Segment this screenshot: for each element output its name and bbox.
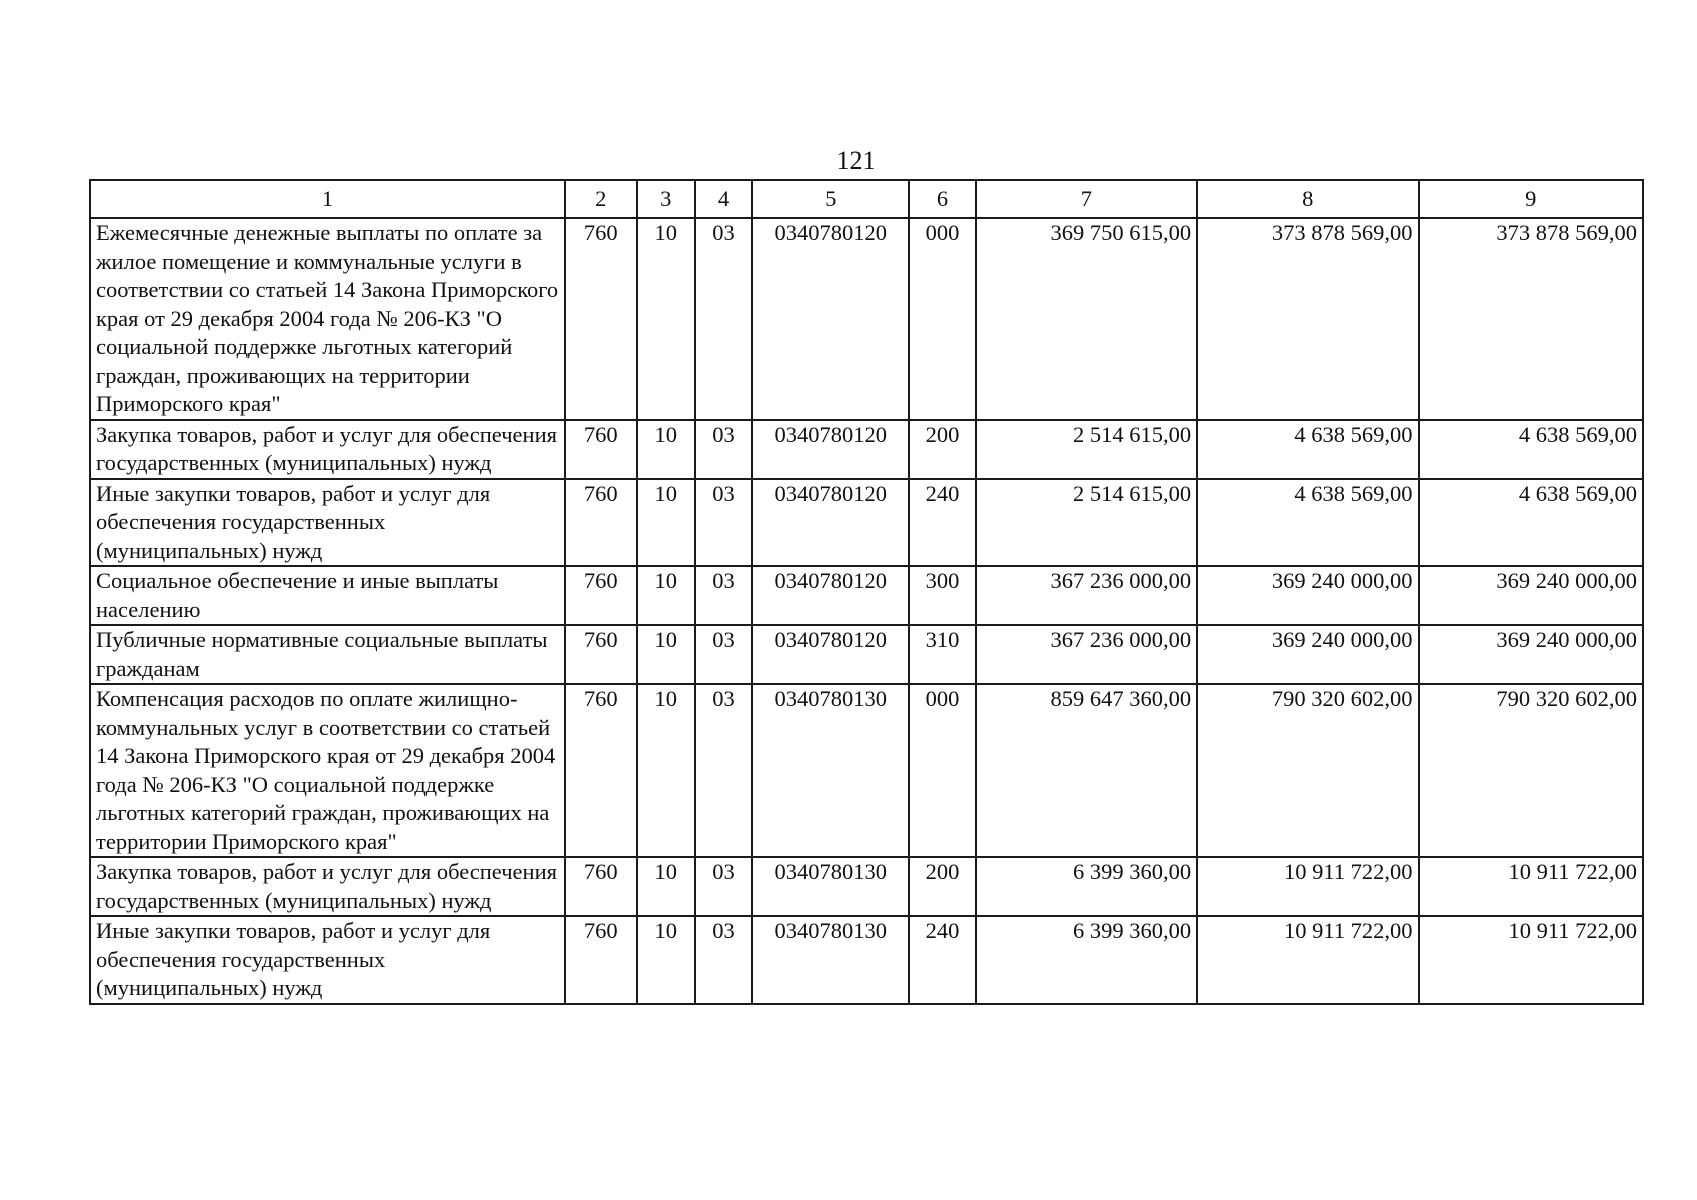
budget-table bbox=[89, 179, 1644, 1005]
section-code: 10 bbox=[637, 420, 695, 479]
section-code: 10 bbox=[637, 218, 695, 420]
section-code: 10 bbox=[637, 479, 695, 567]
target-article-code: 0340780130 bbox=[752, 684, 909, 857]
amount-col7: 859 647 360,00 bbox=[976, 684, 1197, 857]
header-cell: 8 bbox=[1197, 180, 1418, 218]
ministry-code: 760 bbox=[565, 479, 636, 567]
table-row bbox=[90, 916, 1643, 1004]
expense-type-code: 000 bbox=[909, 684, 975, 857]
table-row bbox=[90, 857, 1643, 916]
ministry-code: 760 bbox=[565, 566, 636, 625]
table-row bbox=[90, 625, 1643, 684]
ministry-code: 760 bbox=[565, 218, 636, 420]
section-code: 10 bbox=[637, 684, 695, 857]
expense-name: Закупка товаров, работ и услуг для обеспечения государственных (муниципальных) нужд bbox=[90, 857, 565, 916]
target-article-code: 0340780120 bbox=[752, 625, 909, 684]
amount-col8: 373 878 569,00 bbox=[1197, 218, 1418, 420]
subsection-code: 03 bbox=[695, 420, 752, 479]
section-code: 10 bbox=[637, 916, 695, 1004]
amount-col8: 369 240 000,00 bbox=[1197, 625, 1418, 684]
target-article-code: 0340780120 bbox=[752, 218, 909, 420]
expense-name: Закупка товаров, работ и услуг для обеспечения государственных (муниципальных) нужд bbox=[90, 420, 565, 479]
header-cell: 5 bbox=[752, 180, 909, 218]
expense-type-code: 200 bbox=[909, 420, 975, 479]
table-row bbox=[90, 218, 1643, 420]
expense-name: Социальное обеспечение и иные выплаты населению bbox=[90, 566, 565, 625]
subsection-code: 03 bbox=[695, 684, 752, 857]
section-code: 10 bbox=[637, 857, 695, 916]
expense-type-code: 200 bbox=[909, 857, 975, 916]
header-cell: 2 bbox=[565, 180, 636, 218]
amount-col9: 10 911 722,00 bbox=[1419, 916, 1644, 1004]
amount-col7: 2 514 615,00 bbox=[976, 479, 1197, 567]
expense-name: Компенсация расходов по оплате жилищно-коммунальных услуг в соответствии со статьей 14 Закона Приморского края от 29 декабря 2004 года № 206-КЗ "О социальной поддержке льготных категорий граждан, проживающих на территории Приморского края" bbox=[90, 684, 565, 857]
amount-col9: 369 240 000,00 bbox=[1419, 625, 1644, 684]
header-cell: 3 bbox=[637, 180, 695, 218]
header-row bbox=[90, 180, 1643, 218]
target-article-code: 0340780120 bbox=[752, 420, 909, 479]
amount-col9: 373 878 569,00 bbox=[1419, 218, 1644, 420]
amount-col8: 369 240 000,00 bbox=[1197, 566, 1418, 625]
ministry-code: 760 bbox=[565, 684, 636, 857]
subsection-code: 03 bbox=[695, 479, 752, 567]
amount-col8: 790 320 602,00 bbox=[1197, 684, 1418, 857]
section-code: 10 bbox=[637, 566, 695, 625]
amount-col9: 4 638 569,00 bbox=[1419, 420, 1644, 479]
amount-col8: 4 638 569,00 bbox=[1197, 479, 1418, 567]
ministry-code: 760 bbox=[565, 625, 636, 684]
amount-col7: 369 750 615,00 bbox=[976, 218, 1197, 420]
expense-name: Публичные нормативные социальные выплаты гражданам bbox=[90, 625, 565, 684]
amount-col9: 10 911 722,00 bbox=[1419, 857, 1644, 916]
header-cell: 4 bbox=[695, 180, 752, 218]
amount-col9: 369 240 000,00 bbox=[1419, 566, 1644, 625]
amount-col8: 10 911 722,00 bbox=[1197, 857, 1418, 916]
subsection-code: 03 bbox=[695, 566, 752, 625]
header-cell: 6 bbox=[909, 180, 975, 218]
amount-col9: 790 320 602,00 bbox=[1419, 684, 1644, 857]
header-cell: 9 bbox=[1419, 180, 1644, 218]
table-row bbox=[90, 566, 1643, 625]
target-article-code: 0340780130 bbox=[752, 916, 909, 1004]
amount-col7: 6 399 360,00 bbox=[976, 916, 1197, 1004]
header-cell: 1 bbox=[90, 180, 565, 218]
table-row bbox=[90, 684, 1643, 857]
table-row bbox=[90, 479, 1643, 567]
expense-name: Иные закупки товаров, работ и услуг для обеспечения государственных (муниципальных) нужд bbox=[90, 916, 565, 1004]
subsection-code: 03 bbox=[695, 625, 752, 684]
ministry-code: 760 bbox=[565, 916, 636, 1004]
expense-name: Иные закупки товаров, работ и услуг для обеспечения государственных (муниципальных) нужд bbox=[90, 479, 565, 567]
expense-type-code: 240 bbox=[909, 916, 975, 1004]
subsection-code: 03 bbox=[695, 916, 752, 1004]
target-article-code: 0340780120 bbox=[752, 479, 909, 567]
amount-col8: 4 638 569,00 bbox=[1197, 420, 1418, 479]
table-row bbox=[90, 420, 1643, 479]
amount-col7: 2 514 615,00 bbox=[976, 420, 1197, 479]
expense-type-code: 000 bbox=[909, 218, 975, 420]
amount-col7: 6 399 360,00 bbox=[976, 857, 1197, 916]
header-cell: 7 bbox=[976, 180, 1197, 218]
ministry-code: 760 bbox=[565, 420, 636, 479]
subsection-code: 03 bbox=[695, 857, 752, 916]
ministry-code: 760 bbox=[565, 857, 636, 916]
amount-col7: 367 236 000,00 bbox=[976, 625, 1197, 684]
expense-name: Ежемесячные денежные выплаты по оплате за жилое помещение и коммунальные услуги в соответствии со статьей 14 Закона Приморского края от 29 декабря 2004 года № 206-КЗ "О социальной поддержке льготных категорий граждан, проживающих на территории Приморского края" bbox=[90, 218, 565, 420]
target-article-code: 0340780120 bbox=[752, 566, 909, 625]
target-article-code: 0340780130 bbox=[752, 857, 909, 916]
subsection-code: 03 bbox=[695, 218, 752, 420]
expense-type-code: 240 bbox=[909, 479, 975, 567]
page-number: 121 bbox=[836, 146, 876, 175]
amount-col8: 10 911 722,00 bbox=[1197, 916, 1418, 1004]
amount-col9: 4 638 569,00 bbox=[1419, 479, 1644, 567]
section-code: 10 bbox=[637, 625, 695, 684]
expense-type-code: 300 bbox=[909, 566, 975, 625]
amount-col7: 367 236 000,00 bbox=[976, 566, 1197, 625]
expense-type-code: 310 bbox=[909, 625, 975, 684]
